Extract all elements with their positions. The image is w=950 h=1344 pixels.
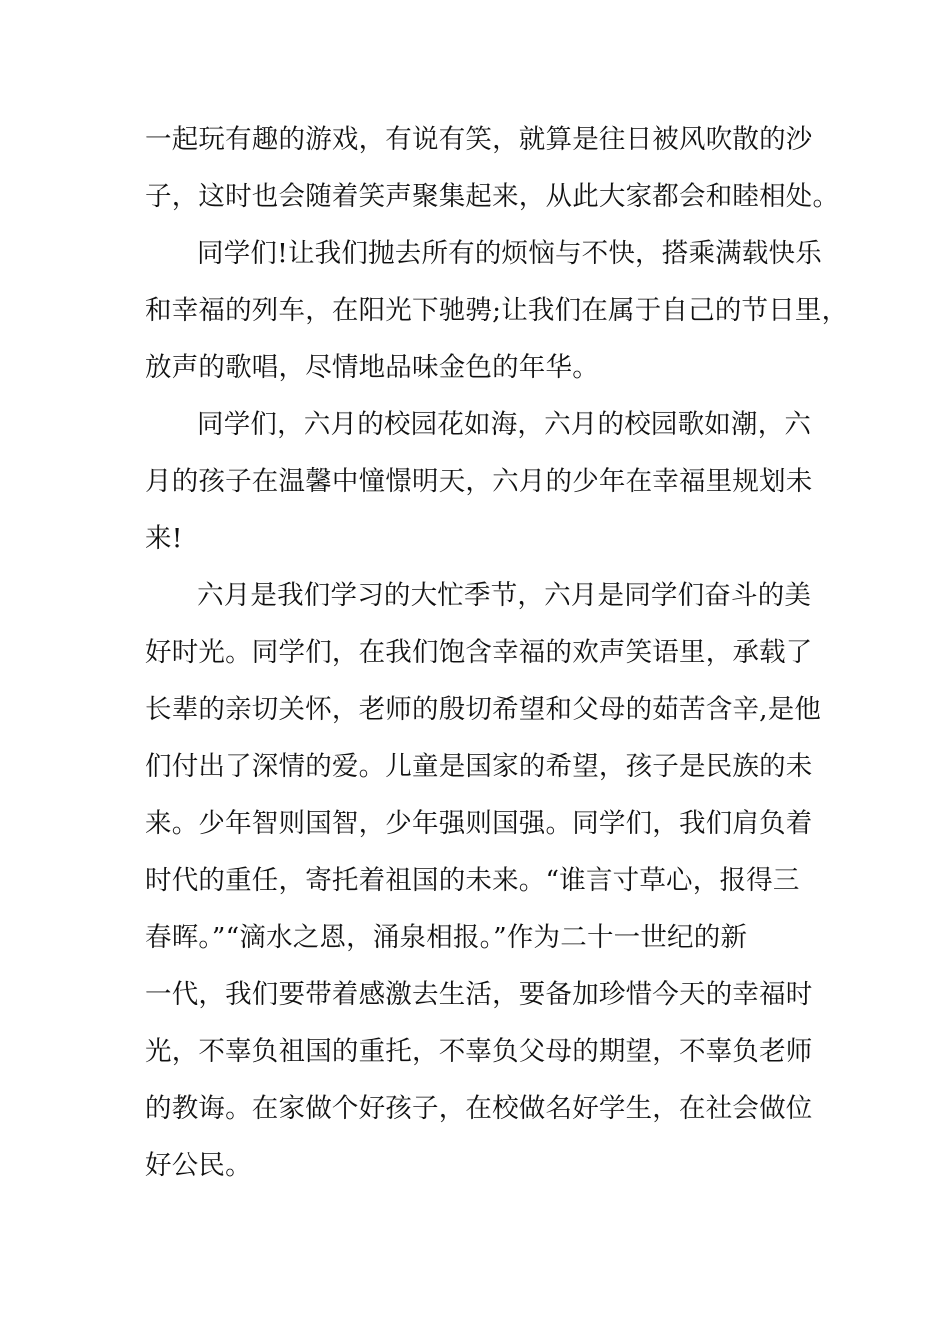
- text-line: 的教诲。在家做个好孩子，在校做名好学生，在社会做位: [145, 1093, 813, 1124]
- text-line: 好时光。同学们，在我们饱含幸福的欢声笑语里，承载了: [145, 637, 813, 668]
- text-line: 长辈的亲切关怀，老师的殷切希望和父母的茹苦含辛,是他: [145, 694, 822, 725]
- text-line: 时代的重任，寄托着祖国的未来。“谁言寸草心，报得三: [145, 865, 800, 896]
- text-line: 光，不辜负祖国的重托，不辜负父母的期望，不辜负老师: [145, 1036, 813, 1067]
- text-line: 春晖。”“滴水之恩，涌泉相报。”作为二十一世纪的新: [145, 922, 748, 953]
- paragraph-start-line: 六月是我们学习的大忙季节，六月是同学们奋斗的美: [197, 580, 812, 611]
- text-line: 一代，我们要带着感激去生活，要备加珍惜今天的幸福时: [145, 979, 813, 1010]
- text-line: 们付出了深情的爱。儿童是国家的希望，孩子是民族的未: [145, 751, 813, 782]
- text-line: 放声的歌唱，尽情地品味金色的年华。: [145, 352, 599, 383]
- text-line: 来!: [145, 523, 183, 554]
- text-line: 子，这时也会随着笑声聚集起来，从此大家都会和睦相处。: [145, 181, 840, 212]
- text-line: 来。少年智则国智，少年强则国强。同学们，我们肩负着: [145, 808, 813, 839]
- paragraph-start-line: 同学们!让我们抛去所有的烦恼与不快，搭乘满载快乐: [197, 238, 822, 269]
- text-line: 一起玩有趣的游戏，有说有笑，就算是往日被风吹散的沙: [145, 124, 813, 155]
- paragraph-start-line: 同学们，六月的校园花如海，六月的校园歌如潮，六: [197, 409, 812, 440]
- text-line: 好公民。: [145, 1150, 252, 1181]
- text-line: 月的孩子在温馨中憧憬明天，六月的少年在幸福里规划未: [145, 466, 813, 497]
- text-line: 和幸福的列车，在阳光下驰骋;让我们在属于自己的节日里，: [145, 295, 849, 326]
